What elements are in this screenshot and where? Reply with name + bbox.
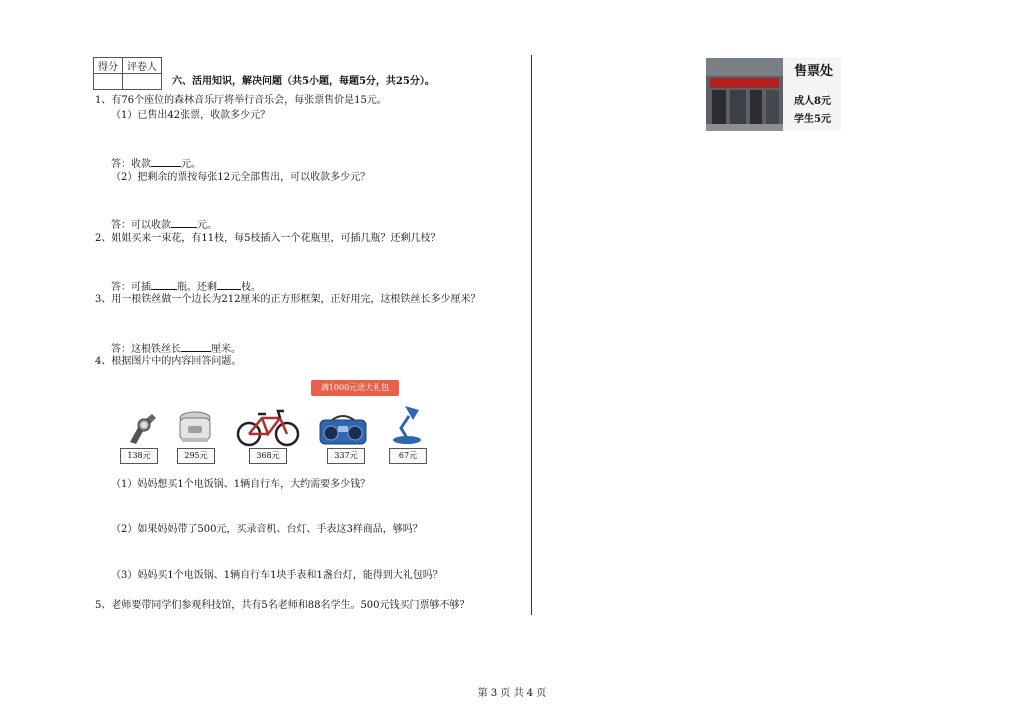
q1-answer1-prefix: 答：收款 [111, 159, 151, 170]
q2-blank2[interactable] [217, 279, 241, 290]
price-tag: 368元 [249, 448, 287, 464]
q5-text: 5、老师要带同学们参观科技馆，共有5名老师和88名学生。500元钱买门票够不够？ [95, 600, 470, 611]
desk-lamp-icon [385, 402, 429, 446]
score-cell [94, 74, 123, 90]
q1-answer2-prefix: 答：可以收款 [111, 220, 171, 231]
q2-answer-prefix: 答：可插 [111, 282, 151, 293]
rice-cooker-icon [176, 408, 214, 446]
q3-answer-prefix: 答：这根铁丝长 [111, 344, 181, 355]
q3-text: 3、用一根铁丝做一个边长为212厘米的正方形框架，正好用完，这根铁丝长多少厘米？ [95, 294, 481, 305]
q3-blank[interactable] [181, 341, 211, 352]
q1-answer2-suffix: 元。 [197, 220, 217, 231]
price-tag: 295元 [177, 448, 215, 464]
q1-answer1 [111, 156, 201, 171]
ticket-student-price: 学生5元 [794, 114, 831, 125]
q2-text: 2、姐姐买来一束花，有11枝，每5枝插入一个花瓶里，可插几瓶？还剩几枝？ [95, 233, 441, 244]
q2-answer-mid: 瓶。还剩 [177, 282, 217, 293]
section-title: 六、活用知识，解决问题（共5小题，每题5分，共25分）。 [172, 76, 435, 87]
ticket-title: 售票处 [794, 64, 834, 79]
column-divider [531, 55, 532, 615]
ticket-adult-price: 成人8元 [794, 96, 831, 107]
q4-text: 4、根据图片中的内容回答问题。 [95, 356, 242, 367]
bicycle-icon [236, 406, 300, 448]
q1-answer1-blank[interactable] [151, 156, 181, 167]
q4-sub3: （3）妈妈买1个电饭锅、1辆自行车1块手表和1盏台灯，能得到大礼包吗？ [111, 570, 443, 581]
q1-sub1: （1）已售出42张票，收款多少元？ [111, 110, 271, 121]
q1-sub2: （2）把剩余的票按每张12元全部售出，可以收款多少元？ [111, 172, 371, 183]
q2-answer-suffix: 枝。 [241, 282, 261, 293]
score-table [93, 57, 162, 90]
score-label: 得分 [94, 58, 123, 74]
grader-cell [123, 74, 162, 90]
radio-icon [318, 412, 368, 446]
q2-blank1[interactable] [151, 279, 177, 290]
price-tag: 337元 [327, 448, 365, 464]
grader-label: 评卷人 [123, 58, 162, 74]
q2-answer [111, 279, 261, 294]
q1-text: 1、有76个座位的森林音乐厅将举行音乐会，每张票售价是15元。 [95, 95, 387, 106]
q1-answer1-suffix: 元。 [181, 159, 201, 170]
watch-icon [124, 410, 160, 446]
ticket-office-panel [706, 58, 841, 131]
q1-answer2 [111, 217, 217, 232]
promo-banner: 满1000元送大礼包 [311, 380, 399, 396]
q1-answer2-blank[interactable] [171, 217, 197, 228]
price-tag: 138元 [120, 448, 158, 464]
q4-sub2: （2）如果妈妈带了500元，买录音机、台灯、手表这3样商品，够吗？ [111, 524, 423, 535]
q4-sub1: （1）妈妈想买1个电饭锅、1辆自行车，大约需要多少钱？ [111, 479, 371, 490]
price-tag: 67元 [389, 448, 427, 464]
q3-answer-suffix: 厘米。 [211, 344, 241, 355]
page-footer: 第 3 页 共 4 页 [477, 688, 547, 699]
ticket-office-photo [706, 58, 783, 131]
q3-answer [111, 341, 241, 356]
